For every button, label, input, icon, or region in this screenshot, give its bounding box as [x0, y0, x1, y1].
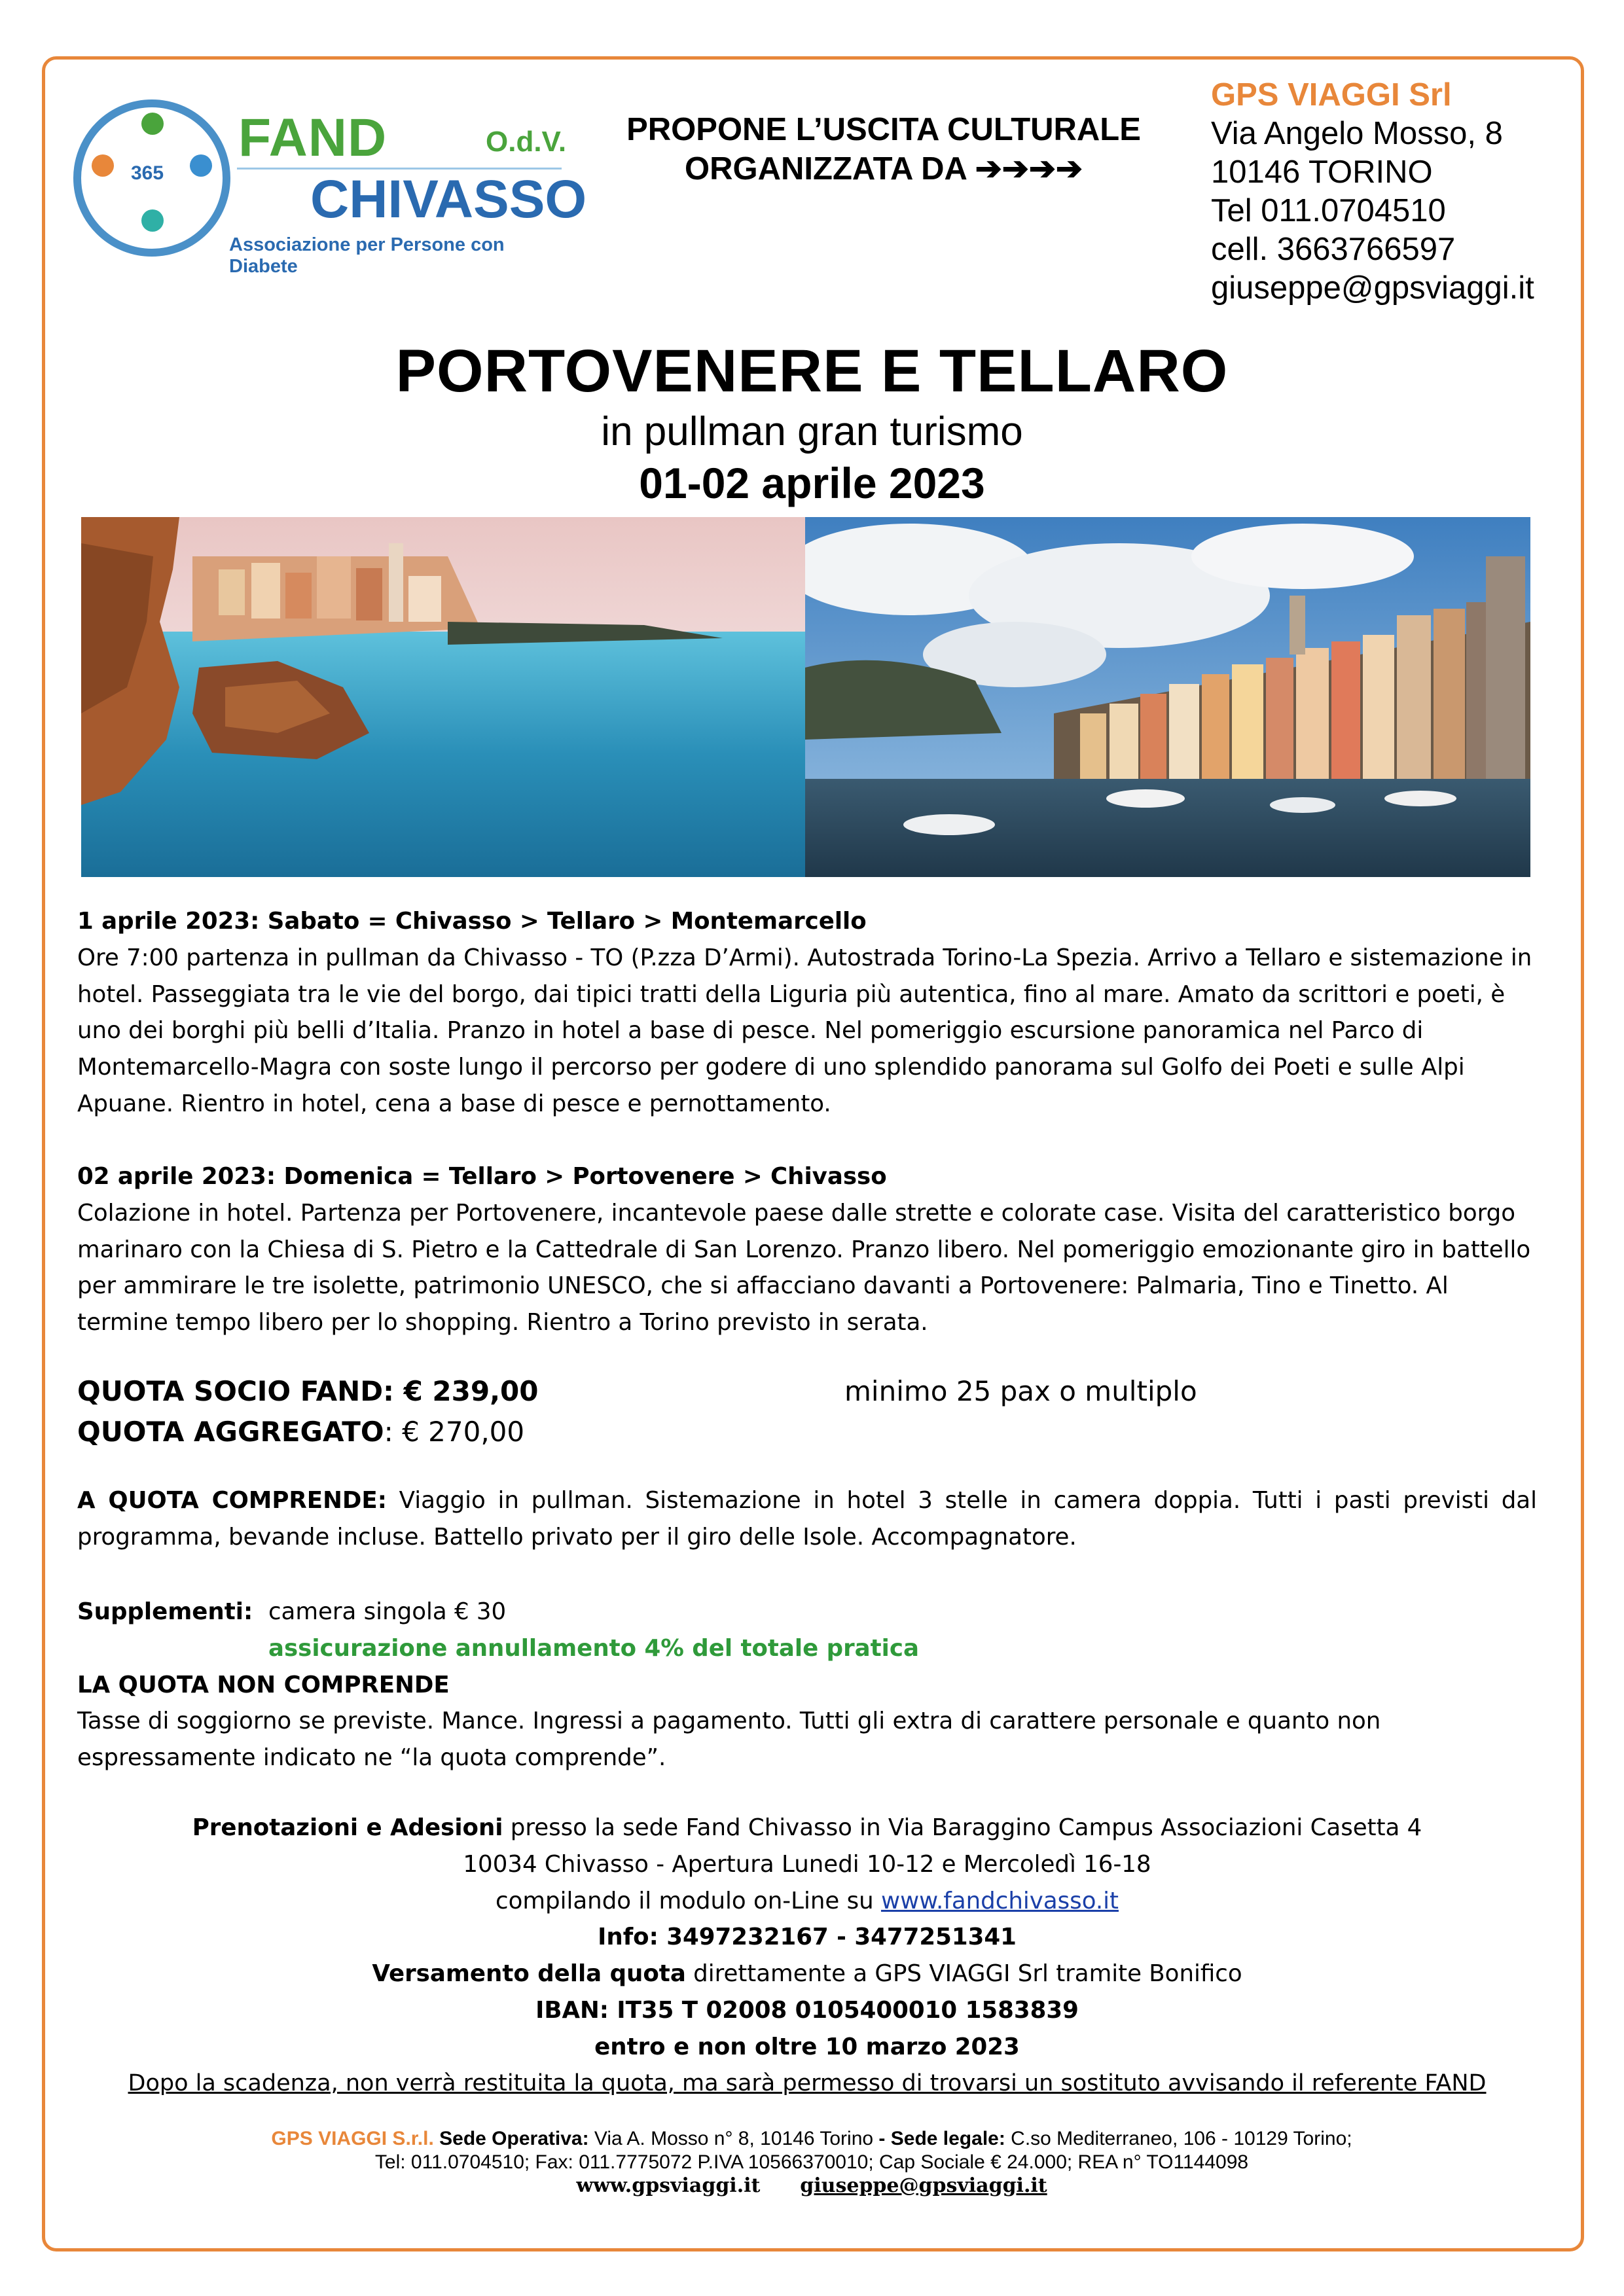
booking-line-1 [77, 1810, 1537, 1846]
footer [65, 2127, 1558, 2198]
logo-suffix: O.d.V. [486, 126, 567, 158]
booking-line-1-rest: presso la sede Fand Chivasso in Via Baraggino Campus Associazioni Casetta 4 [503, 1814, 1422, 1841]
agency-email[interactable]: giuseppe@gpsviaggi.it [1211, 270, 1534, 306]
includes-section [77, 1482, 1537, 1556]
logo-city: CHIVASSO [310, 170, 587, 229]
footer-line-2: Tel: 011.0704510; Fax: 011.7775072 P.IVA 10566370010; Cap Sociale € 24.000; REA n° TO1144098 [374, 2151, 1249, 2173]
payment-rest: direttamente a GPS VIAGGI Srl tramite Bonifico [685, 1960, 1242, 1988]
arrow-right-icon: ➔➔➔➔ [975, 151, 1083, 187]
includes-text: Viaggio in pullman. Sistemazione in hotel 3 stelle in camera doppia. Tutti i pasti previsti dal programma, bevande incluse. Battello privato per il giro delle Isole. Accompagnatore. [77, 1487, 1537, 1551]
footer-line-1 [65, 2127, 1558, 2151]
proposal-line-1: PROPONE L’USCITA CULTURALE [626, 112, 1141, 147]
logo-tagline: Associazione per Persone con Diabete [229, 234, 505, 277]
day1-text: Ore 7:00 partenza in pullman da Chivasso - TO (P.zza D’Armi). Autostrada Torino-La Spezia. Arrivo a Tellaro e sistemazione in hotel. Passeggiata tra le vie del borgo, dai tipici tratti della Liguria più autentica, fino al mare. Amato da scrittori e poeti, è uno dei borghi più belli d’Italia. Pranzo in hotel a base di pesce. Nel pomeriggio escursione panoramica nel Parco di Montemarcello-Magra con soste lungo il percorso per godere di uno splendido panorama sul Golfo dei Poeti e sulle Alpi Apuane. Rientro in hotel, cena a base di pesce e pernottamento. [77, 944, 1532, 1117]
logo-name: FAND [238, 108, 388, 168]
booking-line-2: 10034 Chivasso - Apertura Lunedi 10-12 e Mercoledì 16-18 [463, 1850, 1151, 1878]
price-socio-value: : € 239,00 [383, 1375, 539, 1407]
booking-info: Info: 3497232167 - 3477251341 [598, 1924, 1017, 1951]
payment-deadline: entro e non oltre 10 marzo 2023 [594, 2033, 1020, 2060]
trip-subtitle: in pullman gran turismo [601, 409, 1023, 454]
proposal-heading [609, 110, 1159, 188]
day1-section [77, 903, 1537, 1122]
footer-website[interactable]: www.gpsviaggi.it [576, 2174, 761, 2197]
payment-line [77, 1956, 1537, 1992]
price-aggregato-value: : € 270,00 [384, 1416, 525, 1448]
day2-section [77, 1158, 1537, 1341]
supplement-row [77, 1594, 1537, 1630]
footer-legal-value: C.so Mediterraneo, 106 - 10129 Torino; [1005, 2128, 1352, 2149]
logo-figure-icon [141, 209, 164, 232]
supplement-single: camera singola € 30 [268, 1598, 507, 1625]
proposal-line-2 [609, 149, 1159, 188]
supplements-section [77, 1594, 1537, 1776]
agency-address: Via Angelo Mosso, 8 [1211, 116, 1503, 151]
booking-line-3 [77, 1883, 1537, 1920]
footer-legal-label: - Sede legale: [878, 2128, 1005, 2149]
tellaro-photo-art [81, 517, 805, 877]
excludes-label: LA QUOTA NON COMPRENDE [77, 1671, 450, 1698]
day1-heading: 1 aprile 2023: Sabato = Chivasso > Tellaro > Montemarcello [77, 908, 867, 935]
day2-heading: 02 aprile 2023: Domenica = Tellaro > Portovenere > Chivasso [77, 1163, 887, 1190]
footer-op-value: Via A. Mosso n° 8, 10146 Torino [588, 2128, 879, 2149]
supplements-label: Supplementi: [77, 1598, 253, 1625]
proposal-line-2-text: ORGANIZZATA DA [685, 151, 967, 187]
portovenere-photo-art [805, 517, 1530, 877]
price-aggregato-label: QUOTA AGGREGATO [77, 1416, 384, 1448]
tellaro-photo [81, 517, 805, 877]
footer-op-label: Sede Operativa: [433, 2128, 589, 2149]
booking-label: Prenotazioni e Adesioni [192, 1814, 503, 1841]
price-socio-label: QUOTA SOCIO FAND [77, 1375, 384, 1407]
booking-section [77, 1810, 1537, 2102]
logo-figure-icon [92, 154, 114, 177]
agency-city: 10146 TORINO [1211, 154, 1433, 190]
footer-email[interactable]: giuseppe@gpsviaggi.it [800, 2174, 1047, 2197]
fand-chivasso-logo [73, 99, 587, 277]
iban: IBAN: IT35 T 02008 0105400010 1583839 [535, 1996, 1079, 2024]
includes-label: A QUOTA COMPRENDE: [77, 1487, 387, 1514]
fand-website-link[interactable]: www.fandchivasso.it [880, 1887, 1119, 1914]
agency-tel: Tel 011.0704510 [1211, 193, 1446, 228]
portovenere-photo [805, 517, 1530, 877]
agency-name: GPS VIAGGI Srl [1211, 77, 1452, 113]
trip-dates: 01-02 aprile 2023 [639, 459, 985, 507]
booking-line-3-text: compilando il modulo on-Line su [496, 1887, 881, 1914]
logo-figure-icon [190, 154, 212, 177]
logo-figure-icon [141, 113, 164, 135]
price-minimum: minimo 25 pax o multiplo [844, 1375, 1197, 1407]
footer-line-3 [65, 2174, 1558, 2198]
logo-badge: 365 [131, 162, 164, 184]
agency-cell: cell. 3663766597 [1211, 232, 1456, 267]
day2-text: Colazione in hotel. Partenza per Portovenere, incantevole paese dalle strette e colorate case. Visita del caratteristico borgo marinaro con la Chiesa di S. Pietro e la Cattedrale di San Lorenzo. Pranzo libero. Nel pomeriggio emozionante giro in battello per ammirare le tre isolette, patrimonio UNESCO, che si affacciano davanti a Portovenere: Palmaria, Tino e Tinetto. Al termine tempo libero per lo shopping. Rientro a Torino previsto in serata. [77, 1199, 1531, 1336]
price-aggregato [77, 1412, 1537, 1452]
cancellation-notice: Dopo la scadenza, non verrà restituita la quota, ma sarà permesso di trovarsi un sostituto avvisando il referente FAND [128, 2070, 1487, 2096]
payment-label: Versamento della quota [372, 1960, 686, 1988]
trip-title: PORTOVENERE E TELLARO [395, 338, 1229, 404]
agency-contact [1211, 76, 1578, 308]
supplement-insurance: assicurazione annullamento 4% del totale pratica [268, 1634, 919, 1662]
footer-company: GPS VIAGGI S.r.l. [271, 2128, 434, 2149]
excludes-text: Tasse di soggiorno se previste. Mance. Ingressi a pagamento. Tutti gli extra di carattere personale e quanto non espressamente indicato ne “la quota comprende”. [77, 1708, 1381, 1772]
